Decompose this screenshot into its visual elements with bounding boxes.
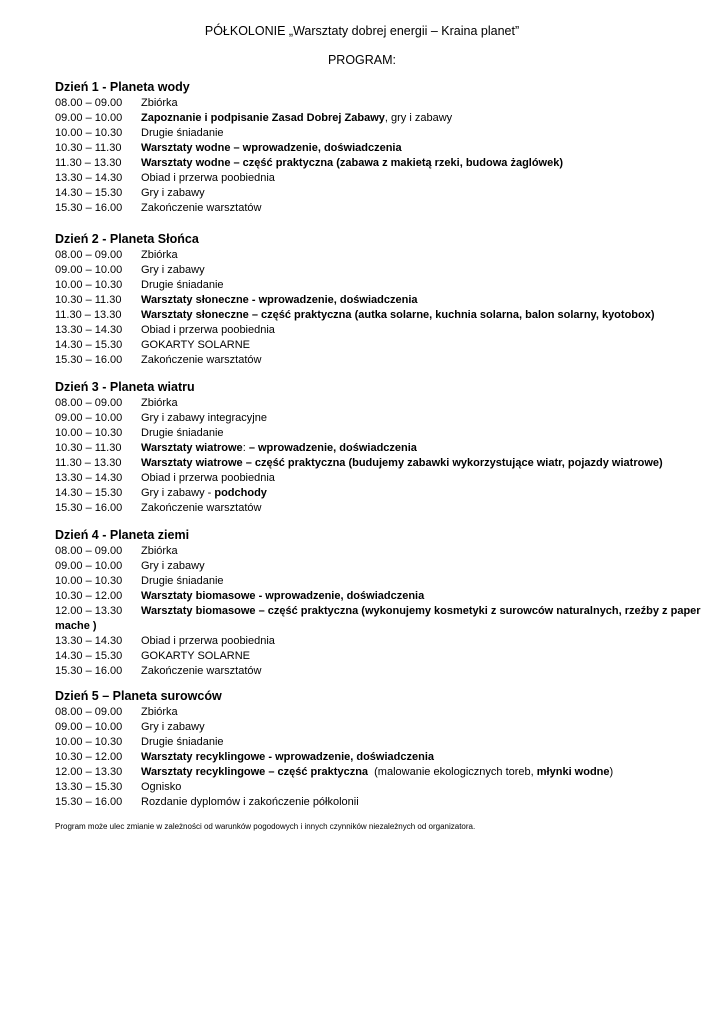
schedule-row	[55, 171, 705, 186]
schedule-row	[55, 456, 705, 471]
schedule-row	[55, 750, 705, 765]
schedule-row	[55, 720, 705, 735]
schedule-row	[55, 201, 705, 216]
time-range: 08.00 – 09.00	[55, 97, 123, 109]
activity-description	[141, 634, 275, 649]
activity-description	[141, 396, 178, 411]
activity-description	[141, 353, 261, 368]
time-range: 14.30 – 15.30	[55, 487, 123, 499]
time-range: 09.00 – 10.00	[55, 112, 123, 124]
activity-text: Zbiórka	[141, 249, 178, 261]
activity-text: Obiad i przerwa poobiednia	[141, 635, 275, 647]
schedule-row	[55, 795, 705, 810]
schedule-row	[55, 278, 705, 293]
schedule-row	[55, 338, 705, 353]
time-range: 09.00 – 10.00	[55, 721, 123, 733]
activity-text-bold: Warsztaty wiatrowe	[141, 442, 243, 454]
activity-text: Zakończenie warsztatów	[141, 665, 262, 677]
activity-description	[141, 248, 178, 263]
activity-text: Obiad i przerwa poobiednia	[141, 324, 275, 336]
time-range: 13.30 – 14.30	[55, 472, 123, 484]
time-range: 12.00 – 13.30	[55, 605, 123, 617]
time-range: 15.30 – 16.00	[55, 202, 123, 214]
activity-description	[141, 559, 205, 574]
day-heading: Dzień 3 - Planeta wiatru	[55, 380, 195, 394]
activity-text-bold: Warsztaty słoneczne - wprowadzenie, doświadczenia	[141, 294, 418, 306]
time-range: 08.00 – 09.00	[55, 397, 123, 409]
schedule-row	[55, 441, 705, 456]
activity-description	[141, 720, 205, 735]
time-range: 10.00 – 10.30	[55, 127, 123, 139]
activity-text-bold: podchody	[214, 487, 267, 499]
time-range: 10.30 – 12.00	[55, 751, 123, 763]
activity-continuation: mache )	[55, 620, 97, 632]
schedule-row	[55, 263, 705, 278]
activity-text: Zbiórka	[141, 706, 178, 718]
time-range: 10.00 – 10.30	[55, 575, 123, 587]
activity-description	[141, 589, 424, 604]
schedule-row	[55, 649, 705, 664]
time-range: 13.30 – 14.30	[55, 635, 123, 647]
activity-description	[141, 156, 563, 171]
activity-text: Gry i zabawy	[141, 560, 205, 572]
day-section	[55, 689, 705, 810]
time-range: 15.30 – 16.00	[55, 502, 123, 514]
time-range: 11.30 – 13.30	[55, 157, 122, 169]
time-range: 15.30 – 16.00	[55, 354, 123, 366]
time-range: 15.30 – 16.00	[55, 665, 123, 677]
time-range: 09.00 – 10.00	[55, 560, 123, 572]
activity-description	[141, 604, 701, 619]
activity-text: )	[609, 766, 614, 778]
time-range: 08.00 – 09.00	[55, 545, 123, 557]
document-title: PÓŁKOLONIE „Warsztaty dobrej energii – Kraina planet”	[204, 24, 520, 38]
activity-text: Zakończenie warsztatów	[141, 502, 262, 514]
activity-text: Drugie śniadanie	[141, 127, 224, 139]
activity-text-bold: Warsztaty słoneczne – część praktyczna (autka solarne, kuchnia solarna, balon solarny, kyotobox)	[141, 309, 655, 321]
activity-text: Gry i zabawy	[141, 264, 205, 276]
footnote: Program może ulec zmianie w zależności od warunków pogodowych i innych czynników niezależnych od organizatora.	[55, 822, 476, 831]
schedule-row	[55, 426, 705, 441]
activity-text-bold: Warsztaty biomasowe – część praktyczna (wykonujemy kosmetyki z surowców naturalnych, rzeźby z paper	[141, 605, 701, 617]
activity-description	[141, 308, 655, 323]
schedule-row	[55, 186, 705, 201]
activity-description	[141, 171, 275, 186]
time-range: 12.00 – 13.30	[55, 766, 123, 778]
program-label: PROGRAM:	[327, 53, 397, 67]
activity-description	[141, 501, 261, 516]
activity-description	[141, 263, 205, 278]
activity-description	[141, 574, 224, 589]
time-range: 10.00 – 10.30	[55, 427, 123, 439]
time-range: 15.30 – 16.00	[55, 796, 123, 808]
activity-description	[141, 338, 250, 353]
schedule-row	[55, 501, 705, 516]
time-range: 10.30 – 11.30	[55, 442, 122, 454]
activity-description	[141, 441, 417, 456]
schedule-row	[55, 589, 705, 604]
activity-description	[141, 141, 402, 156]
activity-description	[141, 186, 205, 201]
schedule-row	[55, 486, 705, 501]
activity-text-bold: Warsztaty wodne – część praktyczna (zabawa z makietą rzeki, budowa żaglówek)	[141, 157, 564, 169]
activity-description	[141, 111, 452, 126]
schedule-row	[55, 604, 705, 634]
activity-text: (malowanie ekologicznych toreb,	[368, 766, 537, 778]
activity-description	[141, 486, 267, 501]
activity-description	[141, 664, 261, 679]
activity-text: Zbiórka	[141, 545, 178, 557]
time-range: 13.30 – 14.30	[55, 172, 123, 184]
activity-description	[141, 278, 224, 293]
time-range: 11.30 – 13.30	[55, 309, 122, 321]
time-range: 10.30 – 11.30	[55, 294, 122, 306]
activity-description	[141, 735, 224, 750]
time-range: 10.00 – 10.30	[55, 279, 123, 291]
activity-description	[141, 780, 181, 795]
time-range: 09.00 – 10.00	[55, 412, 123, 424]
schedule-row	[55, 126, 705, 141]
schedule-row	[55, 96, 705, 111]
activity-description	[141, 96, 178, 111]
activity-text: GOKARTY SOLARNE	[141, 339, 251, 351]
activity-text: Drugie śniadanie	[141, 736, 224, 748]
activity-text: Obiad i przerwa poobiednia	[141, 172, 275, 184]
time-range: 08.00 – 09.00	[55, 706, 123, 718]
schedule-row	[55, 411, 705, 426]
activity-description	[141, 544, 178, 559]
activity-description	[141, 411, 267, 426]
activity-text: Drugie śniadanie	[141, 427, 224, 439]
schedule-row	[55, 308, 705, 323]
day-section	[55, 380, 705, 516]
activity-text: Gry i zabawy	[141, 187, 205, 199]
day-section	[55, 528, 705, 679]
time-range: 10.30 – 12.00	[55, 590, 123, 602]
day-section	[55, 232, 705, 368]
schedule-row	[55, 353, 705, 368]
activity-description	[141, 705, 178, 720]
schedule-row	[55, 574, 705, 589]
activity-text: Obiad i przerwa poobiednia	[141, 472, 275, 484]
time-range: 13.30 – 14.30	[55, 324, 123, 336]
activity-text-bold: Warsztaty biomasowe - wprowadzenie, doświadczenia	[141, 590, 425, 602]
activity-text-bold: Zapoznanie i podpisanie Zasad Dobrej Zabawy	[141, 112, 385, 124]
activity-text: , gry i zabawy	[384, 112, 453, 124]
activity-description	[141, 323, 275, 338]
day-heading: Dzień 5 – Planeta surowców	[55, 689, 222, 703]
schedule-row	[55, 141, 705, 156]
schedule-row	[55, 248, 705, 263]
time-range: 14.30 – 15.30	[55, 650, 123, 662]
schedule-row	[55, 735, 705, 750]
day-heading: Dzień 2 - Planeta Słońca	[55, 232, 199, 246]
activity-description	[141, 750, 434, 765]
time-range: 10.00 – 10.30	[55, 736, 123, 748]
schedule-row	[55, 156, 705, 171]
time-range: 14.30 – 15.30	[55, 339, 123, 351]
activity-text-bold: Warsztaty wodne – wprowadzenie, doświadczenia	[141, 142, 402, 154]
schedule-row	[55, 634, 705, 649]
activity-text-bold: Warsztaty recyklingowe - wprowadzenie, doświadczenia	[141, 751, 435, 763]
time-range: 08.00 – 09.00	[55, 249, 123, 261]
activity-description	[141, 293, 418, 308]
activity-text: Gry i zabawy integracyjne	[141, 412, 267, 424]
schedule-row	[55, 780, 705, 795]
day-heading: Dzień 4 - Planeta ziemi	[55, 528, 190, 542]
schedule-row	[55, 664, 705, 679]
schedule-row	[55, 323, 705, 338]
schedule-row	[55, 396, 705, 411]
activity-text: Zakończenie warsztatów	[141, 354, 262, 366]
time-range: 11.30 – 13.30	[55, 457, 122, 469]
time-range: 09.00 – 10.00	[55, 264, 123, 276]
activity-description	[141, 765, 613, 780]
activity-description	[141, 426, 224, 441]
activity-description	[141, 126, 224, 141]
schedule-row	[55, 559, 705, 574]
day-heading: Dzień 1 - Planeta wody	[55, 80, 190, 94]
activity-text: Rozdanie dyplomów i zakończenie półkolonii	[141, 796, 359, 808]
schedule-row	[55, 765, 705, 780]
activity-text: Ognisko	[141, 781, 182, 793]
activity-text: :	[242, 442, 249, 454]
activity-text: Gry i zabawy	[141, 721, 205, 733]
activity-text: Drugie śniadanie	[141, 279, 224, 291]
activity-text-bold: Warsztaty wiatrowe – część praktyczna (budujemy zabawki wykorzystujące wiatr, pojazdy wiatrowe)	[141, 457, 663, 469]
activity-text: Drugie śniadanie	[141, 575, 224, 587]
activity-text: Zbiórka	[141, 97, 178, 109]
activity-text: GOKARTY SOLARNE	[141, 650, 251, 662]
schedule-row	[55, 293, 705, 308]
schedule-row	[55, 111, 705, 126]
activity-text-bold: Warsztaty recyklingowe – część praktyczna	[141, 766, 369, 778]
schedule-row	[55, 705, 705, 720]
activity-description	[141, 201, 261, 216]
activity-text: Zbiórka	[141, 397, 178, 409]
activity-text-bold: młynki wodne	[536, 766, 610, 778]
activity-description	[141, 795, 359, 810]
schedule-row	[55, 544, 705, 559]
activity-text-bold: – wprowadzenie, doświadczenia	[248, 442, 417, 454]
time-range: 13.30 – 15.30	[55, 781, 123, 793]
activity-description	[141, 471, 275, 486]
activity-description	[141, 649, 250, 664]
activity-description	[141, 456, 663, 471]
day-section	[55, 80, 705, 216]
schedule-row	[55, 471, 705, 486]
activity-text: Zakończenie warsztatów	[141, 202, 262, 214]
time-range: 10.30 – 11.30	[55, 142, 122, 154]
time-range: 14.30 – 15.30	[55, 187, 123, 199]
activity-text: Gry i zabawy -	[141, 487, 215, 499]
